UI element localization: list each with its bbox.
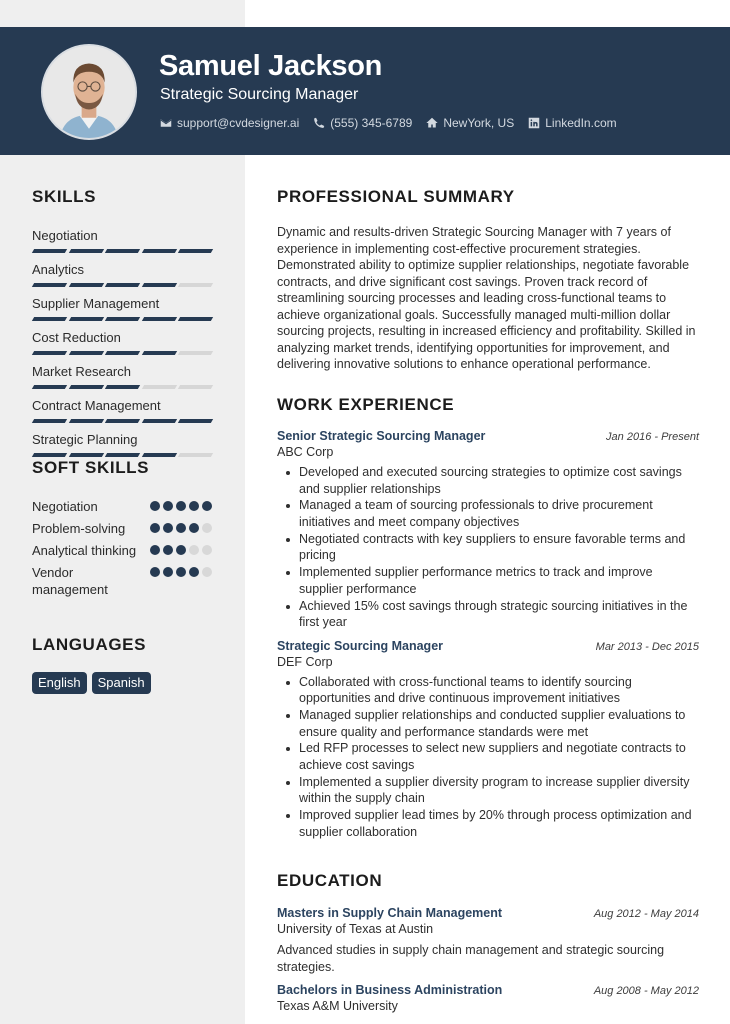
skill-level-bar bbox=[33, 283, 212, 287]
education-list bbox=[277, 906, 699, 1014]
contact-phone[interactable] bbox=[313, 116, 412, 130]
skills-section bbox=[32, 187, 212, 466]
skill-level-bar bbox=[33, 453, 212, 457]
job-bullet: Negotiated contracts with key suppliers to ensure favorable terms and pricing bbox=[277, 531, 699, 564]
language-badge: English bbox=[32, 672, 87, 694]
school-name: Texas A&M University bbox=[277, 999, 398, 1013]
job-bullet: Managed a team of sourcing professionals to drive procurement initiatives and meet company objectives bbox=[277, 497, 699, 530]
education-heading: EDUCATION bbox=[277, 871, 383, 890]
rating-dot-filled bbox=[163, 501, 173, 511]
jobs-list bbox=[277, 429, 699, 840]
level-segment-filled bbox=[32, 385, 67, 389]
resume-header bbox=[0, 27, 730, 155]
education-entry bbox=[277, 906, 699, 975]
level-segment-filled bbox=[142, 249, 177, 253]
level-segment-filled bbox=[142, 283, 177, 287]
skill-label: Negotiation bbox=[32, 228, 98, 243]
level-segment-filled bbox=[105, 453, 140, 457]
level-segment-filled bbox=[68, 283, 103, 287]
soft-skill-rating bbox=[150, 498, 212, 511]
rating-dot-filled bbox=[150, 567, 160, 577]
level-segment-filled bbox=[32, 283, 67, 287]
level-segment-filled bbox=[178, 419, 213, 423]
job-title: Strategic Sourcing Manager bbox=[277, 638, 444, 653]
level-segment-filled bbox=[142, 419, 177, 423]
skill-item bbox=[32, 228, 212, 253]
avatar bbox=[41, 44, 137, 140]
skill-label: Contract Management bbox=[32, 398, 161, 413]
education-date: Aug 2012 - May 2014 bbox=[593, 908, 699, 920]
rating-dot-filled bbox=[163, 567, 173, 577]
job-company: DEF Corp bbox=[277, 654, 333, 669]
skill-level-bar bbox=[33, 351, 212, 355]
rating-dot-filled bbox=[176, 567, 186, 577]
job-entry bbox=[277, 639, 699, 841]
work-experience-heading: WORK EXPERIENCE bbox=[277, 395, 455, 414]
home-icon bbox=[426, 117, 438, 129]
level-segment-filled bbox=[142, 453, 177, 457]
soft-skills-list bbox=[32, 498, 212, 598]
level-segment-filled bbox=[178, 317, 213, 321]
degree-title: Masters in Supply Chain Management bbox=[277, 906, 503, 920]
level-segment-empty bbox=[178, 351, 213, 355]
level-segment-filled bbox=[32, 453, 67, 457]
languages-section bbox=[32, 635, 212, 694]
rating-dot-filled bbox=[189, 523, 199, 533]
soft-skills-section bbox=[32, 458, 212, 603]
skill-item bbox=[32, 432, 212, 457]
linkedin-icon bbox=[528, 117, 540, 129]
level-segment-filled bbox=[32, 249, 67, 253]
level-segment-filled bbox=[105, 283, 140, 287]
education-section bbox=[277, 871, 699, 1014]
level-segment-filled bbox=[68, 351, 103, 355]
contact-location-text: NewYork, US bbox=[443, 116, 515, 130]
work-experience-section bbox=[277, 395, 699, 841]
level-segment-filled bbox=[105, 317, 140, 321]
education-description: Advanced studies in supply chain management and strategic sourcing strategies. bbox=[277, 943, 665, 974]
soft-skill-label: Vendor management bbox=[32, 565, 108, 597]
level-segment-filled bbox=[68, 317, 103, 321]
soft-skill-label: Negotiation bbox=[32, 499, 98, 514]
level-segment-filled bbox=[142, 317, 177, 321]
rating-dot-filled bbox=[176, 545, 186, 555]
job-header bbox=[277, 429, 699, 443]
soft-skill-rating bbox=[150, 520, 212, 533]
rating-dot-filled bbox=[202, 501, 212, 511]
summary-text: Dynamic and results-driven Strategic Sourcing Manager with 7 years of experience in implementing cost-effective procurement strategies. Demonstrated ability to optimize supplier relationships, negotiate favorable contracts, and drive significant cost savings. Proven track record of streamlining sourcing processes and leading cross-functional teams to achieve organizational goals. Successfully managed multi-million dollar sourcing projects, resulting in increased efficiency and profitability. Skilled in analyzing market trends, identifying opportunities for improvement, and delivering innovative solutions to enhance operational performance. bbox=[277, 225, 696, 371]
degree-title: Bachelors in Business Administration bbox=[277, 983, 503, 997]
skill-item bbox=[32, 262, 212, 287]
skill-label: Analytics bbox=[32, 262, 85, 277]
rating-dot-empty bbox=[189, 545, 199, 555]
skill-item bbox=[32, 398, 212, 423]
summary-section bbox=[277, 187, 699, 373]
job-bullet: Collaborated with cross-functional teams to identify sourcing opportunities and drive continuous improvement initiatives bbox=[277, 674, 699, 707]
job-bullet: Managed supplier relationships and conducted supplier evaluations to ensure quality and performance standards were met bbox=[277, 707, 699, 740]
level-segment-empty bbox=[178, 453, 213, 457]
job-bullet: Achieved 15% cost savings through strategic sourcing initiatives in the first year bbox=[277, 598, 699, 631]
rating-dot-filled bbox=[189, 501, 199, 511]
rating-dot-filled bbox=[163, 545, 173, 555]
rating-dot-filled bbox=[176, 501, 186, 511]
skill-level-bar bbox=[33, 249, 212, 253]
rating-dot-filled bbox=[150, 523, 160, 533]
rating-dot-empty bbox=[202, 523, 212, 533]
contact-phone-text: (555) 345-6789 bbox=[330, 116, 413, 130]
contact-linkedin-text: LinkedIn.com bbox=[545, 116, 617, 130]
contact-email[interactable] bbox=[160, 116, 299, 130]
level-segment-filled bbox=[32, 317, 67, 321]
skill-item bbox=[32, 330, 212, 355]
rating-dot-filled bbox=[150, 545, 160, 555]
rating-dot-filled bbox=[150, 501, 160, 511]
job-header bbox=[277, 639, 699, 653]
level-segment-filled bbox=[68, 419, 103, 423]
job-entry bbox=[277, 429, 699, 631]
language-badge: Spanish bbox=[92, 672, 151, 694]
job-title: Senior Strategic Sourcing Manager bbox=[277, 429, 486, 443]
level-segment-filled bbox=[32, 351, 67, 355]
contact-list bbox=[160, 116, 617, 130]
job-bullet: Led RFP processes to select new suppliers and negotiate contracts to achieve cost savings bbox=[277, 740, 699, 773]
soft-skill-item bbox=[32, 542, 212, 559]
job-bullet: Implemented a supplier diversity program to increase supplier diversity within the supply chain bbox=[277, 774, 699, 807]
level-segment-filled bbox=[178, 249, 213, 253]
level-segment-filled bbox=[68, 249, 103, 253]
level-segment-filled bbox=[32, 419, 67, 423]
education-header bbox=[277, 906, 699, 920]
level-segment-empty bbox=[142, 385, 177, 389]
job-bullet: Improved supplier lead times by 20% through process optimization and supplier collaboration bbox=[277, 807, 699, 840]
contact-linkedin[interactable] bbox=[528, 116, 616, 130]
job-date: Mar 2013 - Dec 2015 bbox=[595, 640, 699, 653]
soft-skill-label: Problem-solving bbox=[32, 521, 126, 536]
level-segment-filled bbox=[105, 385, 140, 389]
contact-email-text: support@cvdesigner.ai bbox=[177, 116, 300, 130]
skill-level-bar bbox=[33, 385, 212, 389]
skills-list bbox=[32, 228, 212, 457]
skills-heading: SKILLS bbox=[32, 187, 97, 206]
skill-label: Cost Reduction bbox=[32, 330, 121, 345]
candidate-title: Strategic Sourcing Manager bbox=[160, 86, 359, 103]
soft-skill-item bbox=[32, 498, 212, 515]
level-segment-empty bbox=[178, 283, 213, 287]
level-segment-filled bbox=[105, 419, 140, 423]
school-name: University of Texas at Austin bbox=[277, 922, 434, 936]
job-company: ABC Corp bbox=[277, 445, 334, 459]
skill-label: Strategic Planning bbox=[32, 432, 138, 447]
level-segment-filled bbox=[142, 351, 177, 355]
skill-item bbox=[32, 296, 212, 321]
rating-dot-empty bbox=[202, 567, 212, 577]
rating-dot-empty bbox=[202, 545, 212, 555]
envelope-icon bbox=[160, 117, 172, 129]
skill-label: Supplier Management bbox=[32, 296, 160, 311]
education-date: Aug 2008 - May 2012 bbox=[593, 985, 699, 997]
profile-photo-icon bbox=[43, 46, 135, 138]
education-entry bbox=[277, 983, 699, 1014]
soft-skill-rating bbox=[150, 542, 212, 555]
skill-label: Market Research bbox=[32, 364, 131, 379]
candidate-name: Samuel Jackson bbox=[159, 50, 383, 82]
skill-level-bar bbox=[33, 317, 212, 321]
job-bullets bbox=[277, 674, 699, 841]
job-date: Jan 2016 - Present bbox=[606, 431, 699, 443]
soft-skills-heading: SOFT SKILLS bbox=[32, 458, 150, 477]
job-bullet: Implemented supplier performance metrics to track and improve supplier performance bbox=[277, 564, 699, 597]
education-header bbox=[277, 983, 699, 997]
rating-dot-filled bbox=[189, 567, 199, 577]
contact-location bbox=[426, 116, 514, 130]
level-segment-filled bbox=[68, 385, 103, 389]
rating-dot-filled bbox=[176, 523, 186, 533]
job-bullets bbox=[277, 464, 699, 631]
soft-skill-item bbox=[32, 520, 212, 537]
skill-level-bar bbox=[33, 419, 212, 423]
level-segment-filled bbox=[105, 249, 140, 253]
summary-heading: PROFESSIONAL SUMMARY bbox=[277, 187, 515, 206]
level-segment-empty bbox=[178, 385, 213, 389]
soft-skill-rating bbox=[150, 564, 212, 577]
soft-skill-label: Analytical thinking bbox=[32, 543, 137, 558]
level-segment-filled bbox=[105, 351, 140, 355]
phone-icon bbox=[313, 117, 325, 129]
level-segment-filled bbox=[68, 453, 103, 457]
languages-list bbox=[32, 672, 212, 694]
job-bullet: Developed and executed sourcing strategies to optimize cost savings and supplier relationships bbox=[277, 464, 699, 497]
rating-dot-filled bbox=[163, 523, 173, 533]
skill-item bbox=[32, 364, 212, 389]
languages-heading: LANGUAGES bbox=[32, 635, 147, 654]
soft-skill-item bbox=[32, 564, 212, 598]
